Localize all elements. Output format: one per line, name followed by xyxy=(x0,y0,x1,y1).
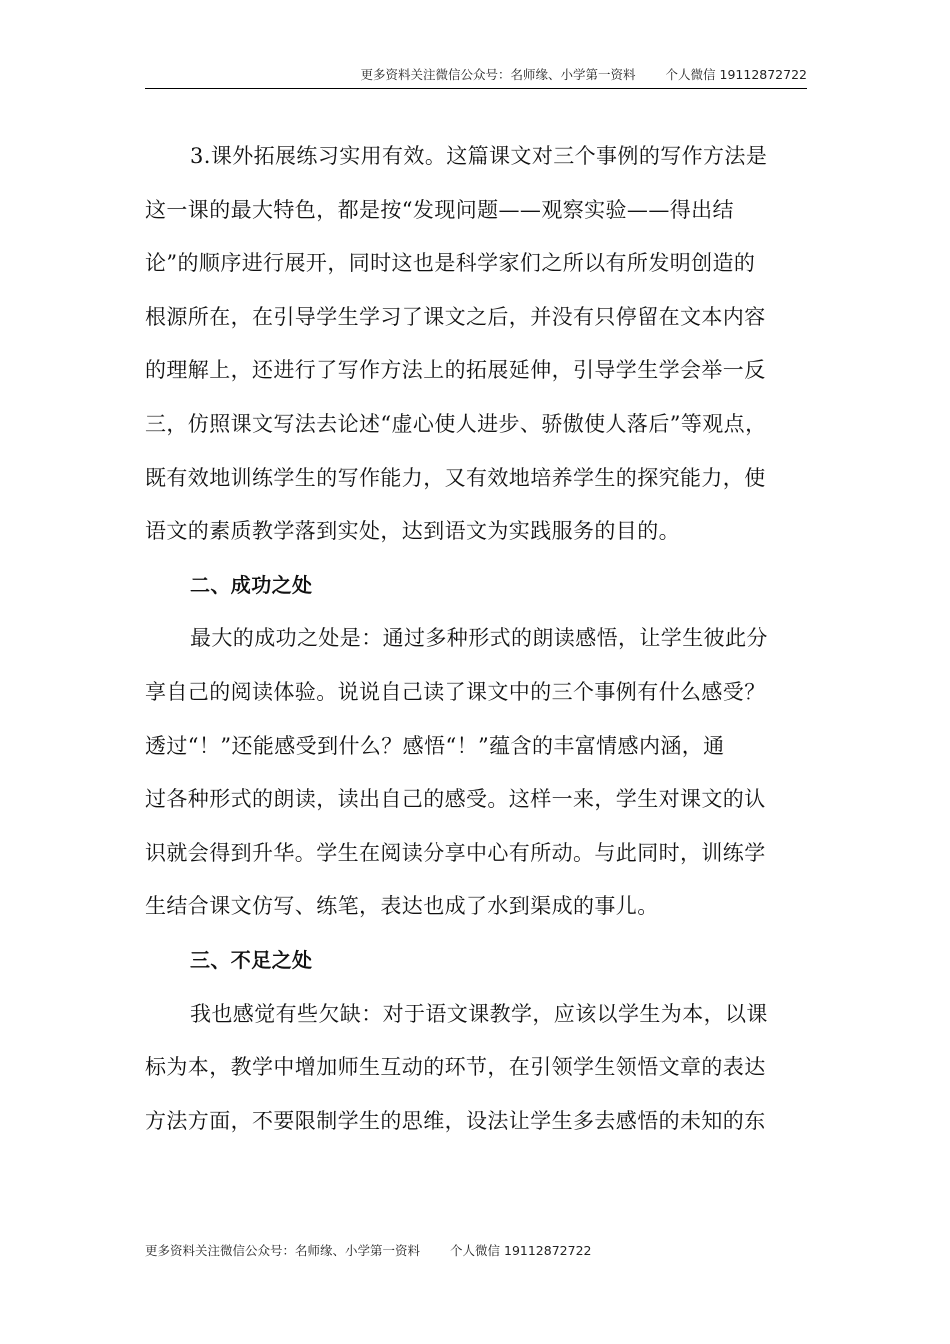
paragraph-line: 语文的素质教学落到实处，达到语文为实践服务的目的。 xyxy=(145,519,680,544)
paragraph-line: 标为本，教学中增加师生互动的环节，在引领学生领悟文章的表达 xyxy=(145,1055,766,1080)
paragraph-line: 享自己的阅读体验。说说自己读了课文中的三个事例有什么感受？ xyxy=(145,679,766,704)
document-body xyxy=(145,130,807,1148)
paragraph-line: 识就会得到升华。学生在阅读分享中心有所动。与此同时，训练学 xyxy=(145,840,766,865)
paragraph-line: 我也感觉有些欠缺：对于语文课教学，应该以学生为本，以课 xyxy=(190,1001,768,1026)
header-text: 更多资料关注微信公众号：名师缘、小学第一资料 xyxy=(360,67,636,82)
paragraph-line: 过各种形式的朗读，读出自己的感受。这样一来，学生对课文的认 xyxy=(145,787,766,812)
footer-contact: 个人微信 19112872722 xyxy=(450,1243,592,1258)
page-header xyxy=(145,66,807,89)
paragraph-line: 论”的顺序进行展开，同时这也是科学家们之所以有所发明创造的 xyxy=(145,251,756,276)
section-heading-success: 二、成功之处 xyxy=(190,572,313,597)
paragraph-line: 生结合课文仿写、练笔，表达也成了水到渠成的事儿。 xyxy=(145,894,659,919)
paragraph-line: 最大的成功之处是：通过多种形式的朗读感悟，让学生彼此分 xyxy=(190,626,768,651)
paragraph-line: 根源所在，在引导学生学习了课文之后，并没有只停留在文本内容 xyxy=(145,304,766,329)
paragraph-line: 透过“！”还能感受到什么？感悟“！”蕴含的丰富情感内涵，通 xyxy=(145,733,725,758)
paragraph-line: 既有效地训练学生的写作能力，又有效地培养学生的探究能力，使 xyxy=(145,465,766,490)
footer-text: 更多资料关注微信公众号：名师缘、小学第一资料 xyxy=(145,1243,421,1258)
paragraph-line: 三，仿照课文写法去论述“虚心使人进步、骄傲使人落后”等观点， xyxy=(145,411,767,436)
paragraph-line: 这一课的最大特色，都是按“发现问题——观察实验——得出结 xyxy=(145,197,734,222)
section-heading-shortcomings: 三、不足之处 xyxy=(190,947,313,972)
paragraph-line: 方法方面，不要限制学生的思维，设法让学生多去感悟的未知的东 xyxy=(145,1108,766,1133)
paragraph-line: 的理解上，还进行了写作方法上的拓展延伸，引导学生学会举一反 xyxy=(145,358,766,383)
page-footer xyxy=(145,1242,807,1260)
paragraph-line: 3.课外拓展练习实用有效。这篇课文对三个事例的写作方法是 xyxy=(190,144,768,168)
header-contact: 个人微信 19112872722 xyxy=(665,67,807,82)
